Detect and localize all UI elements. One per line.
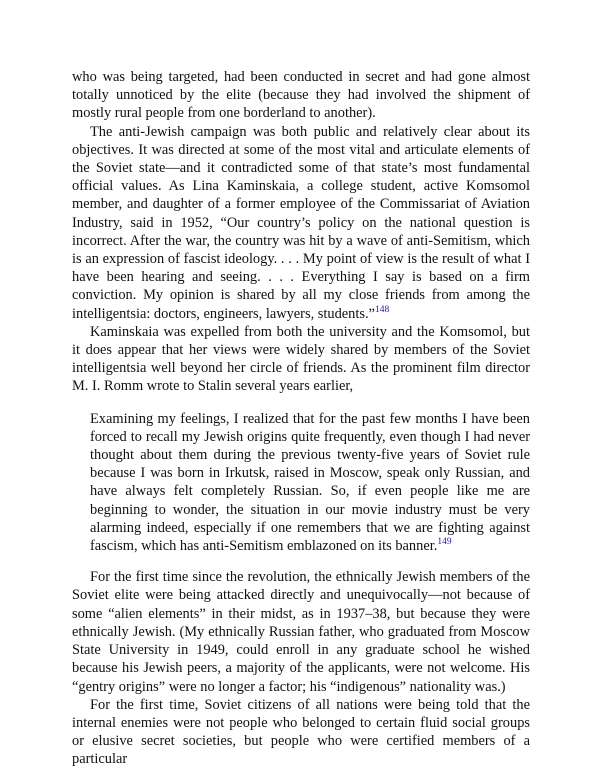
paragraph-text: The anti-Jewish campaign was both public and relatively clear about its objectives. It was directed at some of the most vital and articulate elements of the Soviet state—and it contradicted some of that state’s most fundamental official values. As Lina Kaminskaia, a college student, active Komsomol member, and daughter of a former employee of the Commissariat of Aviation Industry, said in 1952, “Our country’s policy on the national question is incorrect. After the war, the country was hit by a wave of anti-Semitism, which is an expression of fascist ideology. . . . My point of view is the result of what I have been hearing and seeing. . . . Everything I say is based on a firm conviction. My opinion is shared by all my close friends from among the intelligentsia: doctors, engineers, lawyers, students.” [72,123,530,322]
paragraph-text: For the first time since the revolution, the ethnically Jewish members of the Soviet elite were being attacked directly and unequivocally—not because of some “alien elements” in their midst, as in 1937–38, but because they were ethnically Jewish. (My ethnically Russian father, who graduated from Moscow State University in 1949, could enroll in any graduate school he wished because his Jewish peers, a majority of the applicants, were not welcome. His “gentry origins” were no longer a factor; his “indigenous” nationality was.) [72,569,530,695]
block-quote-text: Examining my feelings, I realized that for the past few months I have been forced to recall my Jewish origins quite frequently, even though I had never thought about them during the previous twenty-five years of Soviet rule because I was born in Irkutsk, raised in Moscow, speak only Russian, and have always felt completely Russian. So, if even people like me are beginning to wonder, the situation in our movie industry must be very alarming indeed, especially if one remembers that we are fighting against fascism, which has anti-Semitism emblazoned on its banner. [90,410,530,555]
footnote-link-149[interactable]: 149 [437,537,452,548]
book-page [72,68,530,769]
footnote-link-148[interactable]: 148 [374,304,390,315]
paragraph-romm-intro [72,323,530,396]
paragraph-first-time-revolution [72,568,530,695]
paragraph-continued [72,68,530,123]
paragraph-text: For the first time, Soviet citizens of all nations were being told that the internal enemies were not people who belonged to certain fluid social groups or elusive secret societies, but people who were certified members of a particular [72,696,530,768]
paragraph-text: who was being targeted, had been conducted in secret and had gone almost totally unnoticed by the elite (because they had involved the shipment of mostly rural people from one borderland to another). [72,69,530,122]
paragraph-first-time-citizens [72,696,530,769]
paragraph-kaminskaia-quote [72,123,530,323]
block-quote-romm [90,410,530,556]
paragraph-text: Kaminskaia was expelled from both the university and the Komsomol, but it does appear that her views were widely shared by members of the Soviet intelligentsia well beyond her circle of friends. As the prominent film director M. I. Romm wrote to Stalin several years earlier, [72,323,530,395]
